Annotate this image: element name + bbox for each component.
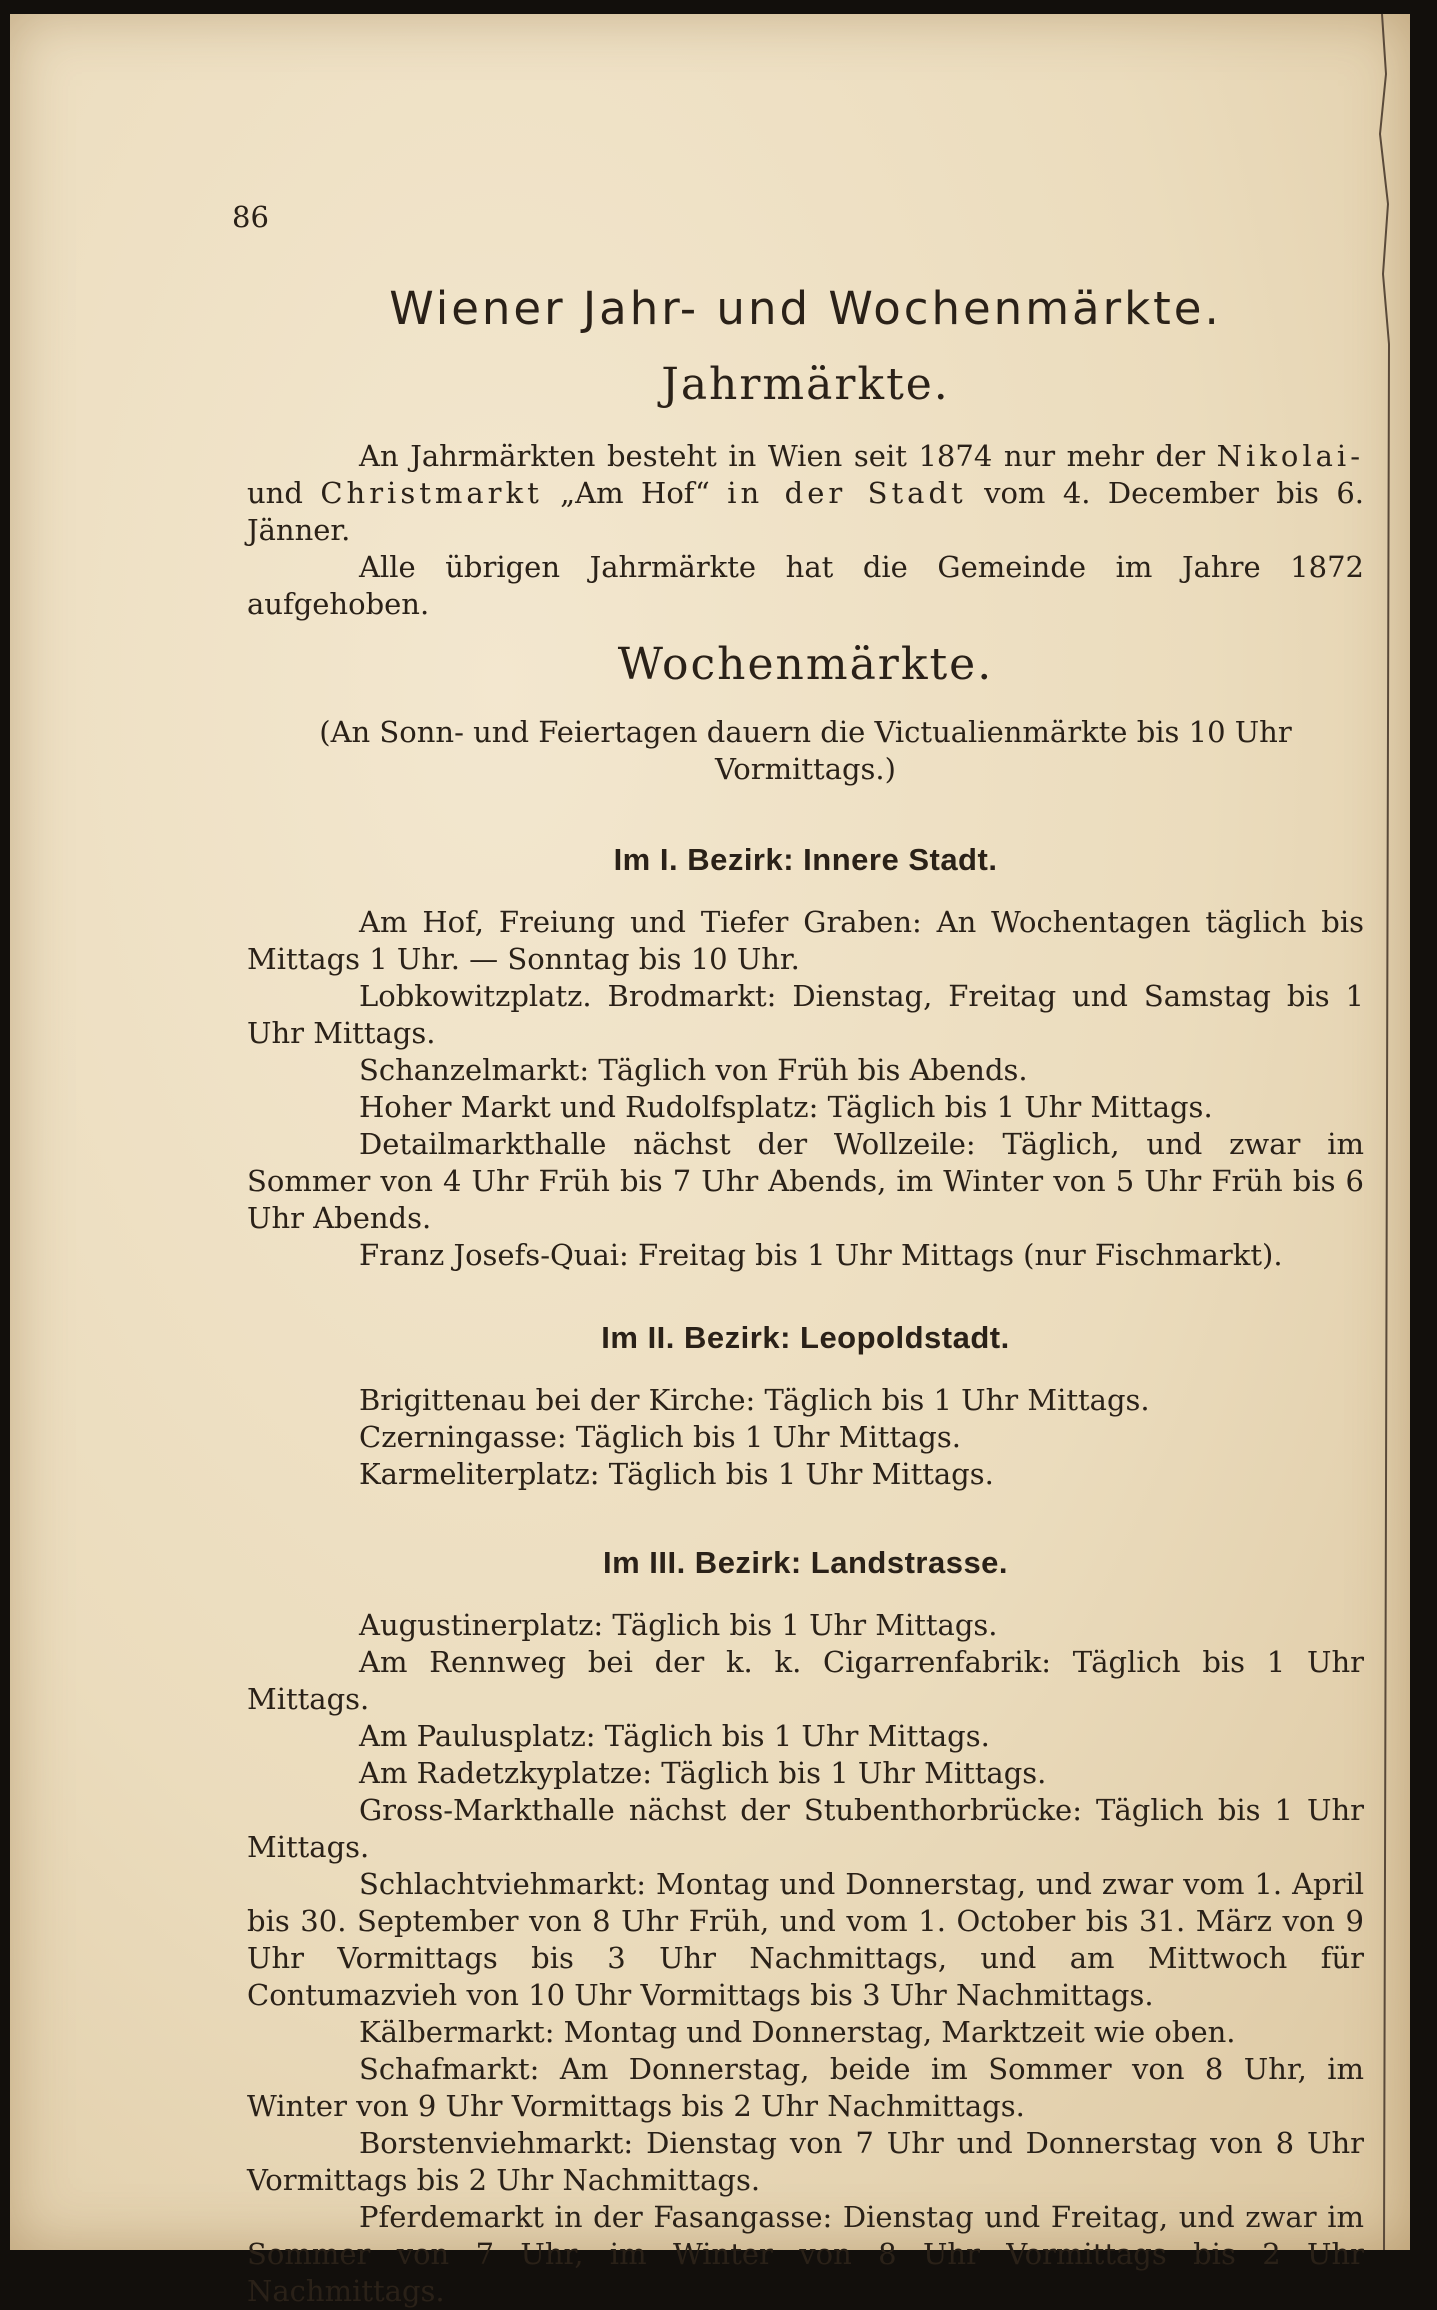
market-entry: Schafmarkt: Am Donnerstag, beide im Sommer von 8 Uhr, im Winter von 9 Uhr Vormittags bis 2 Uhr Nachmittags. — [247, 2052, 1364, 2123]
district-section — [247, 1545, 1364, 2310]
district-heading: Im I. Bezirk: Innere Stadt. — [613, 842, 998, 877]
jahrmaerkte-dates: vom 4. December bis 6. Jänner. — [247, 476, 1365, 547]
jahrmaerkte-heading: Jahrmärkte. — [661, 359, 950, 410]
market-entry: Kälbermarkt: Montag und Donnerstag, Marktzeit wie oben. — [359, 2015, 1236, 2049]
jahrmaerkte-christmarkt: Christmarkt — [320, 476, 543, 510]
district-heading: Im II. Bezirk: Leopoldstadt. — [601, 1320, 1010, 1355]
jahrmaerkte-paragraph — [247, 438, 1364, 549]
market-entry: Am Hof, Freiung und Tiefer Graben: An Wochentagen täglich bis Mittags 1 Uhr. — Sonntag bis 10 Uhr. — [247, 905, 1364, 976]
jahrmaerkte-nikolai: Nikolai- — [1216, 439, 1364, 473]
market-entry: Am Rennweg bei der k. k. Cigarrenfabrik: Täglich bis 1 Uhr Mittags. — [247, 1645, 1364, 1716]
torn-page-edge — [1362, 14, 1402, 2250]
market-entry: Karmeliterplatz: Täglich bis 1 Uhr Mittags. — [359, 1457, 994, 1491]
market-entry: Augustinerplatz: Täglich bis 1 Uhr Mittags. — [359, 1608, 998, 1642]
market-entry: Pferdemarkt in der Fasangasse: Dienstag und Freitag, und zwar im Sommer von 7 Uhr, im Winter von 8 Uhr Vormittags bis 2 Uhr Nachmittags. — [247, 2200, 1364, 2308]
market-entry: Hoher Markt und Rudolfsplatz: Täglich bis 1 Uhr Mittags. — [359, 1090, 1213, 1124]
market-entry: Gross-Markthalle nächst der Stubenthorbrücke: Täglich bis 1 Uhr Mittags. — [247, 1793, 1364, 1864]
jahrmaerkte-text-a: An Jahrmärkten besteht in Wien seit 1874 nur mehr der — [359, 439, 1206, 473]
market-entry: Am Radetzkyplatze: Täglich bis 1 Uhr Mittags. — [359, 1756, 1047, 1790]
book-page — [10, 14, 1410, 2308]
jahrmaerkte-paragraph-2: Alle übrigen Jahrmärkte hat die Gemeinde im Jahre 1872 aufgehoben. — [247, 550, 1364, 621]
market-entry: Borstenviehmarkt: Dienstag von 7 Uhr und Donnerstag von 8 Uhr Vormittags bis 2 Uhr Nachmittags. — [247, 2126, 1364, 2197]
wochenmaerkte-note: (An Sonn- und Feiertagen dauern die Victualienmärkte bis 10 Uhr Vormittags.) — [319, 715, 1292, 786]
district-heading: Im III. Bezirk: Landstrasse. — [602, 1545, 1009, 1580]
wochenmaerkte-heading: Wochenmärkte. — [617, 639, 994, 690]
market-entry: Detailmarkthalle nächst der Wollzeile: Täglich, und zwar im Sommer von 4 Uhr Früh bis 7 Uhr Abends, im Winter von 5 Uhr Früh bis 6 Uhr Abends. — [247, 1127, 1364, 1235]
market-entry: Lobkowitzplatz. Brodmarkt: Dienstag, Freitag und Samstag bis 1 Uhr Mittags. — [247, 979, 1364, 1050]
market-entry: Schanzelmarkt: Täglich von Früh bis Abends. — [359, 1053, 1028, 1087]
market-entry: Schlachtviehmarkt: Montag und Donnerstag, und zwar vom 1. April bis 30. September von 8 Uhr Früh, und vom 1. October bis 31. März von 9 Uhr Vormittags bis 3 Uhr Nachmittags, und am Mittwoch für Contumazvieh von 10 Uhr Vormittags bis 3 Uhr Nachmittags. — [247, 1867, 1364, 2012]
market-entry: Czerningasse: Täglich bis 1 Uhr Mittags. — [359, 1420, 961, 1454]
market-entry: Franz Josefs-Quai: Freitag bis 1 Uhr Mittags (nur Fischmarkt). — [359, 1238, 1283, 1272]
district-section — [247, 1320, 1364, 1493]
jahrmaerkte-am-hof: „Am Hof“ — [560, 476, 710, 510]
page-number: 86 — [232, 200, 269, 234]
jahrmaerkte-in-der-stadt: in der Stadt — [727, 476, 967, 510]
market-entry: Brigittenau bei der Kirche: Täglich bis 1 Uhr Mittags. — [359, 1383, 1150, 1417]
market-entry: Am Paulusplatz: Täglich bis 1 Uhr Mittags. — [359, 1719, 990, 1753]
district-section — [247, 842, 1364, 1274]
jahrmaerkte-text-c: und — [247, 476, 303, 510]
page-content — [247, 282, 1364, 2310]
page-title: Wiener Jahr- und Wochenmärkte. — [389, 282, 1222, 335]
